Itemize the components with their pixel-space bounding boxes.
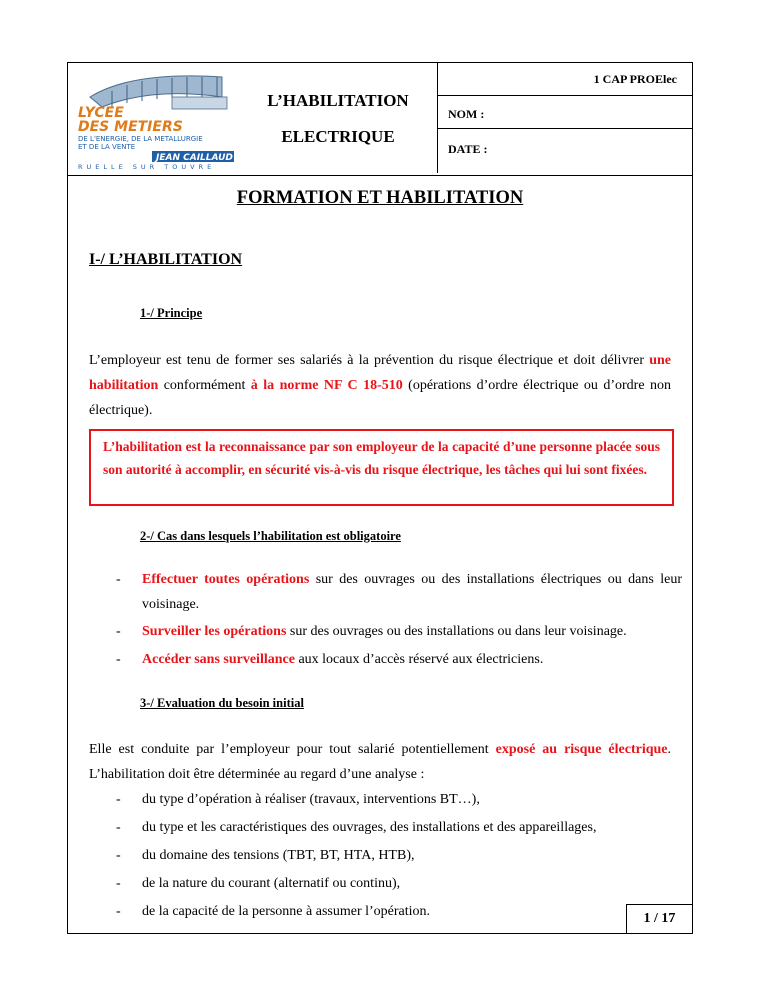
list-item-text: de la nature du courant (alternatif ou continu), (142, 876, 401, 891)
list-item (116, 787, 676, 812)
evaluation-text-b: . L’habilitation doit être déterminée au regard d’une analyse : (89, 742, 672, 782)
list-item (116, 871, 676, 896)
nom-field[interactable]: NOM : (438, 96, 693, 129)
svg-text:DES METIERS: DES METIERS (78, 119, 183, 135)
list-item (116, 567, 682, 617)
principe-highlight-norme: à la norme NF C 18-510 (250, 378, 403, 393)
list-dash: - (116, 572, 121, 587)
principe-paragraph (89, 348, 671, 423)
svg-text:ET DE LA VENTE: ET DE LA VENTE (78, 143, 136, 151)
list-item (116, 619, 676, 644)
svg-text:RUELLE SUR TOUVRE: RUELLE SUR TOUVRE (78, 163, 216, 171)
evaluation-paragraph (89, 737, 671, 787)
document-header (68, 63, 692, 176)
page-number: 1 / 17 (626, 904, 692, 933)
list-dash: - (116, 820, 121, 835)
subsection-evaluation-title: 3-/ Evaluation du besoin initial (140, 696, 304, 710)
svg-text:LYCEE: LYCEE (78, 105, 124, 121)
evaluation-highlight: exposé au risque électrique (495, 742, 668, 757)
list-dash: - (116, 904, 121, 919)
section-title-habilitation: I-/ L’HABILITATION (89, 251, 243, 268)
list-item (116, 815, 676, 840)
list-dash: - (116, 876, 121, 891)
school-logo (72, 67, 242, 171)
doc-title-line2: ELECTRIQUE (281, 127, 395, 146)
principe-text-c: (opérations d’ordre électrique ou d’ordre non électrique). (89, 378, 671, 418)
class-label: 1 CAP PROElec (438, 63, 693, 96)
list-item-text: du domaine des tensions (TBT, BT, HTA, HTB), (142, 848, 415, 863)
definition-box: L’habilitation est la reconnaissance par son employeur de la capacité d’une personne placée sous son autorité à accomplir, en sécurité vis-à-vis du risque électrique, les tâches qui lui sont fixées. (89, 429, 674, 506)
principe-highlight-habilitation: une habilitation (89, 353, 671, 393)
list-item-text: du type d’opération à réaliser (travaux, interventions BT…), (142, 792, 480, 807)
list-item (116, 899, 616, 924)
subsection-principe-title: 1-/ Principe (140, 306, 203, 320)
doc-title-line1: L’HABILITATION (267, 91, 409, 110)
list-item-highlight: Surveiller les opérations (142, 624, 287, 639)
list-item-text: de la capacité de la personne à assumer l’opération. (142, 904, 431, 919)
info-box (437, 63, 693, 173)
list-item-highlight: Accéder sans surveillance (142, 652, 295, 667)
list-item-text: sur des ouvrages ou des installations ou dans leur voisinage. (286, 624, 627, 639)
list-item (116, 647, 676, 672)
list-item-text: aux locaux d’accès réservé aux électriciens. (294, 652, 544, 667)
list-item-text: du type et les caractéristiques des ouvrages, des installations et des appareillages, (142, 820, 597, 835)
list-dash: - (116, 848, 121, 863)
list-dash: - (116, 792, 121, 807)
principe-text-a: L’employeur est tenu de former ses salariés à la prévention du risque électrique et doit délivrer (89, 353, 650, 368)
page-frame (67, 62, 693, 934)
evaluation-text-a: Elle est conduite par l’employeur pour tout salarié potentiellement (89, 742, 496, 757)
svg-text:DE L'ENERGIE, DE LA METALLURGI: DE L'ENERGIE, DE LA METALLURGIE (78, 135, 203, 143)
list-item-text: sur des ouvrages ou des installations électriques ou dans leur voisinage. (142, 572, 682, 612)
principe-text-b: conformément (158, 378, 251, 393)
list-item-highlight: Effectuer toutes opérations (142, 572, 310, 587)
subsection-cas-title: 2-/ Cas dans lesquels l’habilitation est obligatoire (140, 529, 401, 543)
list-item (116, 843, 676, 868)
date-field[interactable]: DATE : (448, 142, 488, 156)
main-title: FORMATION ET HABILITATION (236, 188, 524, 208)
list-dash: - (116, 624, 121, 639)
list-dash: - (116, 652, 121, 667)
svg-text:JEAN CAILLAUD: JEAN CAILLAUD (156, 153, 233, 163)
